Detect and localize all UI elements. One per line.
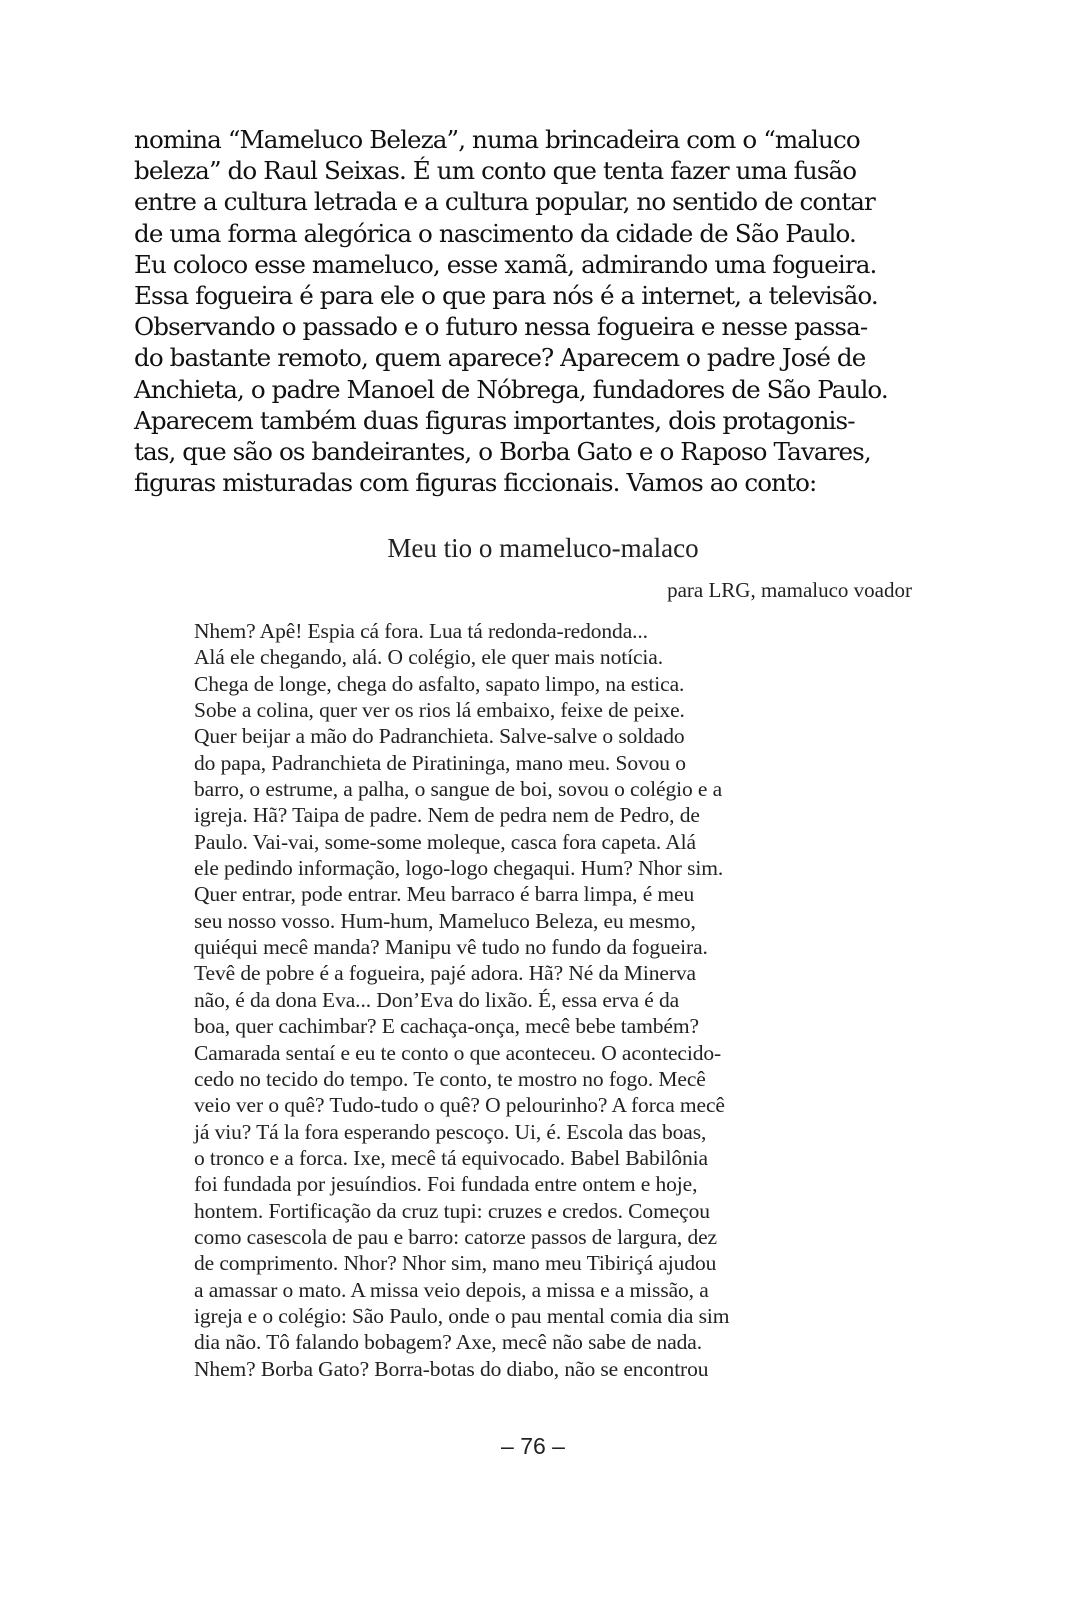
story-line: dia não. Tô falando bobagem? Axe, mecê não sabe de nada. [194, 1330, 703, 1355]
story-line: do papa, Padranchieta de Piratininga, mano meu. Sovou o [194, 750, 686, 775]
story-line: Camarada sentaí e eu te conto o que aconteceu. O acontecido- [194, 1040, 722, 1065]
story-line: Quer entrar, pode entrar. Meu barraco é barra limpa, é meu [194, 882, 695, 907]
story-line: a amassar o mato. A missa veio depois, a missa e a missão, a [194, 1277, 709, 1302]
story-line: Alá ele chegando, alá. O colégio, ele quer mais notícia. [194, 645, 663, 670]
story-line: de comprimento. Nhor? Nhor sim, mano meu Tibiriçá ajudou [194, 1251, 717, 1276]
story-line: como casescola de pau e barro: catorze passos de largura, dez [194, 1224, 717, 1249]
intro-line: de uma forma alegórica o nascimento da cidade de São Paulo. [134, 218, 856, 248]
story-line: igreja e o colégio: São Paulo, onde o pau mental comia dia sim [194, 1303, 730, 1328]
story-line: ele pedindo informação, logo-logo chegaqui. Hum? Nhor sim. [194, 856, 724, 881]
intro-line: beleza” do Raul Seixas. É um conto que tenta fazer uma fusão [134, 156, 857, 186]
story-line: já viu? Tá la fora esperando pescoço. Ui, é. Escola das boas, [194, 1119, 707, 1144]
story-line: hontem. Fortificação da cruz tupi: cruzes e credos. Começou [194, 1198, 710, 1223]
story-line: igreja. Hã? Taipa de padre. Nem de pedra nem de Pedro, de [194, 803, 700, 828]
story-line: foi fundada por jesuíndios. Foi fundada entre ontem e hoje, [194, 1172, 698, 1197]
intro-line: Essa fogueira é para ele o que para nós é a internet, a televisão. [134, 280, 878, 310]
story-title: Meu tio o mameluco-malaco [387, 533, 699, 563]
page-number: – 76 – [501, 1433, 565, 1459]
story-line: boa, quer cachimbar? E cachaça-onça, mecê bebe também? [194, 1014, 699, 1039]
story-line: o tronco e a forca. Ixe, mecê tá equivocado. Babel Babilônia [194, 1145, 708, 1170]
intro-line: Anchieta, o padre Manoel de Nóbrega, fundadores de São Paulo. [134, 374, 888, 404]
story-line: Quer beijar a mão do Padranchieta. Salve-salve o soldado [194, 724, 685, 749]
story-line: veio ver o quê? Tudo-tudo o quê? O pelourinho? A forca mecê [194, 1093, 725, 1118]
intro-paragraph [134, 124, 914, 498]
story-line: Nhem? Apê! Espia cá fora. Lua tá redonda-redonda... [194, 619, 648, 643]
story-line: barro, o estrume, a palha, o sangue de boi, sovou o colégio e a [194, 777, 723, 802]
intro-line: Aparecem também duas figuras importantes, dois protagonis- [134, 405, 855, 435]
story-text [194, 618, 914, 1382]
story-line: Nhem? Borba Gato? Borra-botas do diabo, não se encontrou [194, 1356, 709, 1381]
story-line: Sobe a colina, quer ver os rios lá embaixo, feixe de peixe. [194, 698, 685, 723]
intro-line: tas, que são os bandeirantes, o Borba Gato e o Raposo Tavares, [134, 436, 871, 466]
story-line: Tevê de pobre é a fogueira, pajé adora. Hã? Né da Minerva [194, 961, 696, 986]
story-line: seu nosso vosso. Hum-hum, Mameluco Beleza, eu mesmo, [194, 908, 696, 933]
intro-line: Eu coloco esse mameluco, esse xamã, admirando uma fogueira. [134, 249, 877, 279]
intro-line: figuras misturadas com figuras ficcionais. Vamos ao conto: [134, 468, 817, 498]
story-line: Paulo. Vai-vai, some-some moleque, casca fora capeta. Alá [194, 829, 696, 854]
story-line: não, é da dona Eva... Don’Eva do lixão. É, essa erva é da [194, 987, 680, 1012]
intro-line: Observando o passado e o futuro nessa fogueira e nesse passa- [134, 312, 868, 342]
story-dedication: para LRG, mamaluco voador [667, 578, 912, 602]
story-line: Chega de longe, chega do asfalto, sapato limpo, na estica. [194, 671, 685, 696]
intro-line: entre a cultura letrada e a cultura popular, no sentido de contar [134, 187, 875, 217]
intro-line: do bastante remoto, quem aparece? Aparecem o padre José de [134, 343, 866, 373]
story-line: quiéqui mecê manda? Manipu vê tudo no fundo da fogueira. [194, 935, 708, 960]
story-line: cedo no tecido do tempo. Te conto, te mostro no fogo. Mecê [194, 1066, 706, 1091]
intro-line: nomina “Mameluco Beleza”, numa brincadeira com o “maluco [134, 125, 860, 154]
